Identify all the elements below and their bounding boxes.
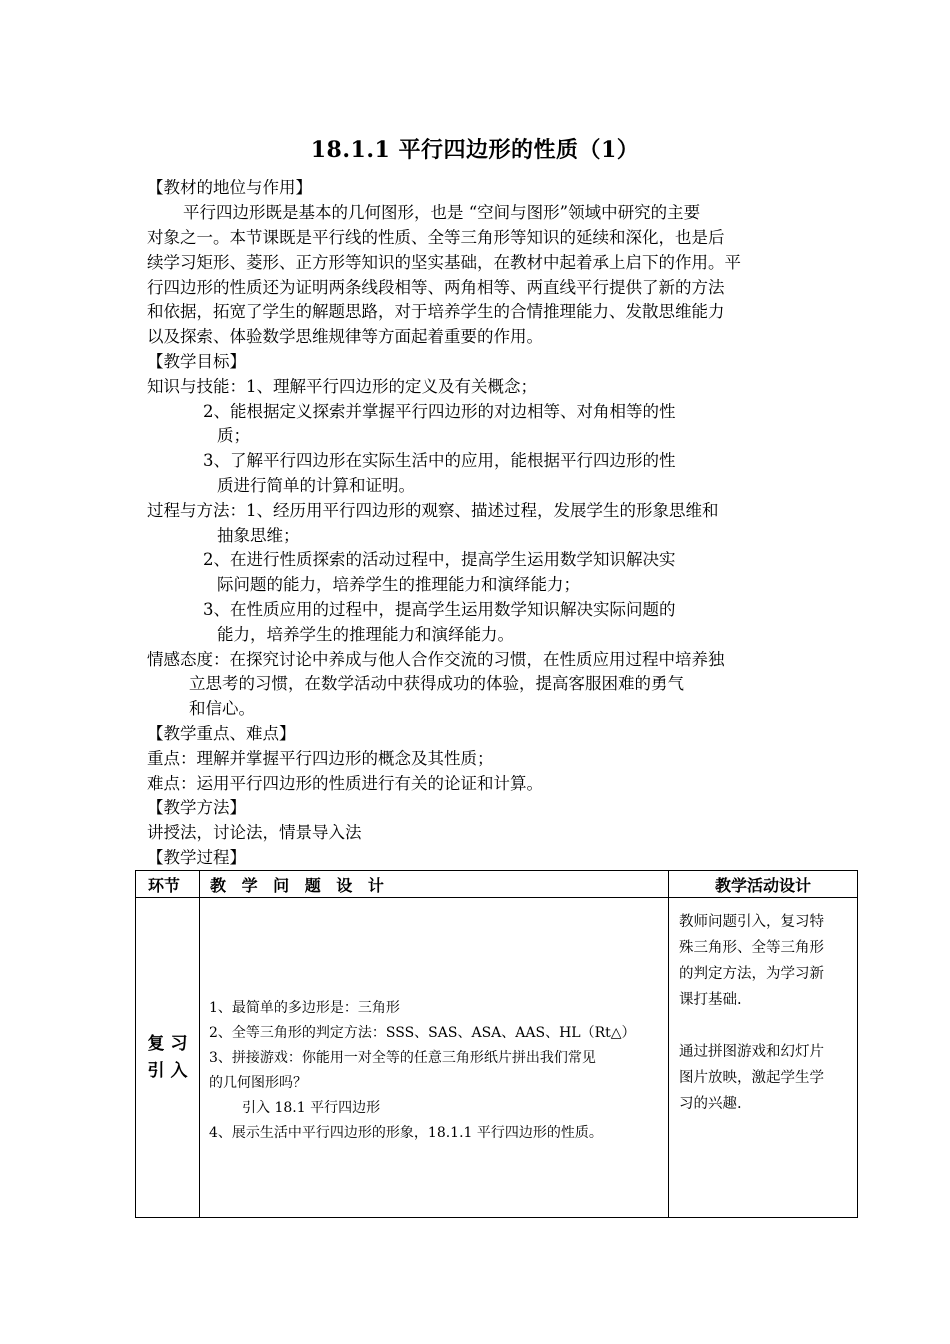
activity-line: 的判定方法，为学习新	[679, 966, 824, 982]
method-line: 讲授法，讨论法，情景导入法	[147, 823, 362, 842]
goal-line: 2、能根据定义探索并掌握平行四边形的对边相等、对角相等的性	[203, 402, 676, 421]
activity-line: 通过拼图游戏和幻灯片	[679, 1044, 824, 1060]
goal-line: 立思考的习惯，在数学活动中获得成功的体验，提高客服困难的勇气	[189, 674, 684, 693]
stage-cell	[136, 898, 200, 1218]
goal-line: 际问题的能力，培养学生的推理能力和演绎能力；	[217, 575, 580, 594]
goal-line: 质；	[217, 426, 250, 445]
paragraph-line: 平行四边形既是基本的几何图形，也是 “空间与图形”领域中研究的主要	[183, 203, 701, 222]
stage-label: 复 习	[147, 1033, 188, 1054]
activity-line: 课打基础.	[679, 992, 742, 1008]
activity-line: 图片放映，激起学生学	[679, 1070, 824, 1086]
paragraph-line: 和依据，拓宽了学生的解题思路，对于培养学生的合情推理能力、发散思维能力	[147, 302, 725, 321]
question-line: 引入 18.1 平行四边形	[242, 1100, 381, 1116]
section-heading-process: 【教学过程】	[147, 848, 246, 867]
section-heading-goals: 【教学目标】	[147, 352, 246, 371]
goal-line: 质进行简单的计算和证明。	[217, 476, 415, 495]
goal-line: 3、在性质应用的过程中，提高学生运用数学知识解决实际问题的	[203, 600, 676, 619]
activity-line: 教师问题引入，复习特	[679, 914, 824, 930]
activity-line: 习的兴趣.	[679, 1096, 742, 1112]
paragraph-line: 以及探索、体验数学思维规律等方面起着重要的作用。	[147, 327, 543, 346]
table-header-row	[136, 871, 858, 898]
paragraph-line: 续学习矩形、菱形、正方形等知识的坚实基础，在教材中起着承上启下的作用。平	[147, 253, 741, 272]
activity-block	[679, 909, 851, 1013]
paragraph-line: 对象之一。本节课既是平行线的性质、全等三角形等知识的延续和深化，也是后	[147, 228, 725, 247]
header-activity-design: 教学活动设计	[669, 871, 858, 898]
stage-label: 引 入	[147, 1060, 188, 1081]
activity-cell	[669, 898, 858, 1218]
goal-line: 情感态度：在探究讨论中养成与他人合作交流的习惯，在性质应用过程中培养独	[147, 650, 725, 669]
header-stage: 环节	[136, 871, 200, 898]
difficulty-line: 难点：运用平行四边形的性质进行有关的论证和计算。	[147, 774, 543, 793]
goal-line: 能力，培养学生的推理能力和演绎能力。	[217, 625, 514, 644]
question-line: 2、全等三角形的判定方法：SSS、SAS、ASA、AAS、HL（Rt△）	[209, 1025, 636, 1041]
key-point-line: 重点：理解并掌握平行四边形的概念及其性质；	[147, 749, 494, 768]
question-line: 4、展示生活中平行四边形的形象，18.1.1 平行四边形的性质。	[209, 1125, 603, 1141]
paragraph-line: 行四边形的性质还为证明两条线段相等、两角相等、两直线平行提供了新的方法	[147, 278, 725, 297]
question-line: 1、最简单的多边形是：三角形	[209, 1000, 400, 1016]
section-heading-method: 【教学方法】	[147, 798, 246, 817]
goal-line: 知识与技能：1、理解平行四边形的定义及有关概念；	[147, 377, 537, 396]
activity-line: 殊三角形、全等三角形	[679, 940, 824, 956]
section-heading-key-points: 【教学重点、难点】	[147, 724, 296, 743]
goal-line: 3、了解平行四边形在实际生活中的应用，能根据平行四边形的性	[203, 451, 676, 470]
document-title: 18.1.1 平行四边形的性质（1）	[310, 137, 640, 163]
goal-line: 抽象思维；	[217, 526, 300, 545]
activity-block	[679, 1039, 851, 1117]
question-line: 3、拼接游戏：你能用一对全等的任意三角形纸片拼出我们常见	[209, 1050, 596, 1066]
question-cell	[200, 898, 669, 1218]
header-question-design: 教 学 问 题 设 计	[200, 871, 669, 898]
goal-line: 和信心。	[189, 699, 255, 718]
goal-line: 过程与方法：1、经历用平行四边形的观察、描述过程，发展学生的形象思维和	[147, 501, 719, 520]
teaching-process-table	[135, 870, 858, 1218]
question-line: 的几何图形吗？	[209, 1075, 307, 1091]
goal-line: 2、在进行性质探索的活动过程中，提高学生运用数学知识解决实	[203, 550, 676, 569]
table-row	[136, 898, 858, 1218]
section-heading-position: 【教材的地位与作用】	[147, 178, 312, 197]
